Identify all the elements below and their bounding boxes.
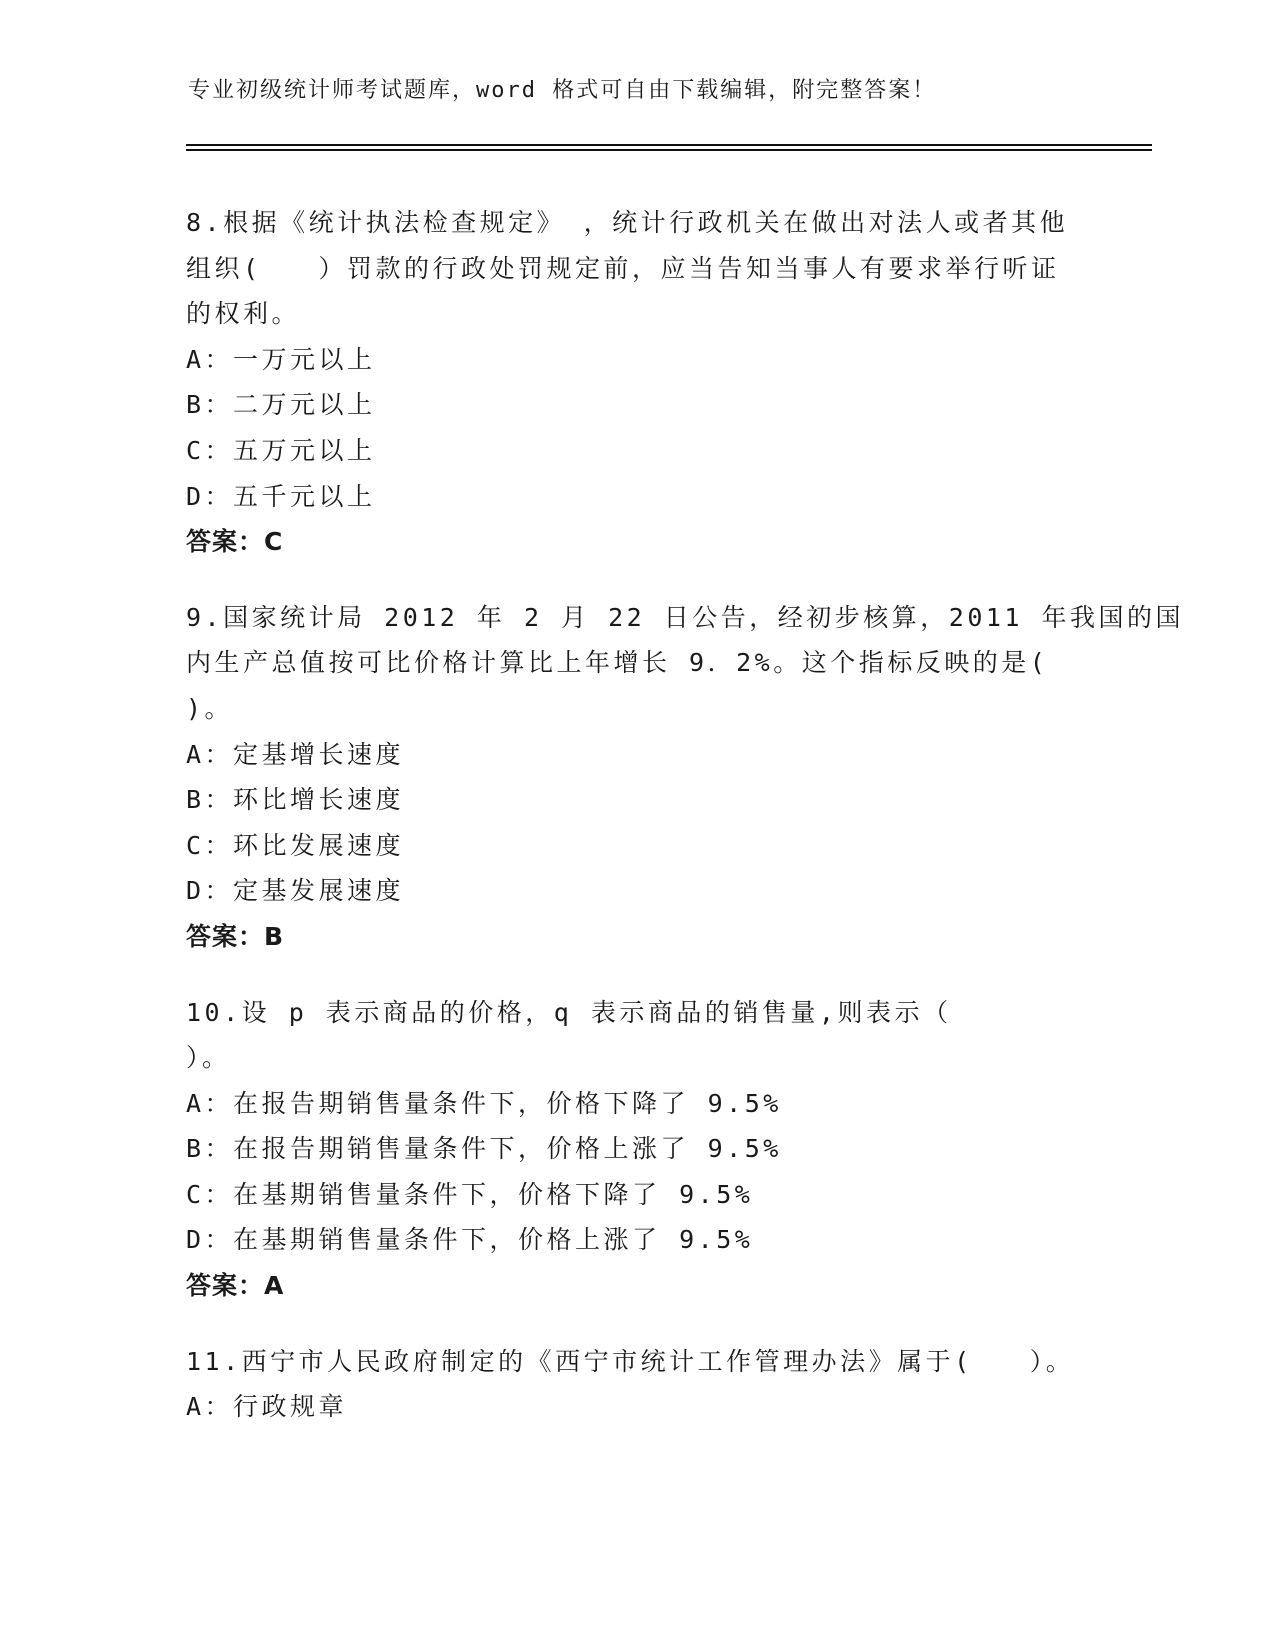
question-stem-line: 的权利。 xyxy=(186,299,301,329)
option-b: B：二万元以上 xyxy=(186,390,376,420)
question-8 xyxy=(186,200,1086,565)
page-header: 专业初级统计师考试题库，word 格式可自由下载编辑，附完整答案！ xyxy=(188,78,937,103)
question-10 xyxy=(186,990,1086,1309)
question-stem-line: 10.设 p 表示商品的价格，q 表示商品的销售量,则表示（ xyxy=(186,997,952,1027)
option-d: D：五千元以上 xyxy=(186,481,376,511)
question-stem-line: 9.国家统计局 2012 年 2 月 22 日公告，经初步核算，2011 年我国的国 xyxy=(186,602,1185,632)
option-d: D：定基发展速度 xyxy=(186,876,405,906)
question-stem-line: 内生产总值按可比价格计算比上年增长 9．2%。这个指标反映的是( xyxy=(186,648,1049,678)
question-stem-line: )。 xyxy=(186,693,234,723)
option-a: A：在报告期销售量条件下，价格下降了 9.5% xyxy=(186,1088,782,1118)
question-9 xyxy=(186,595,1185,960)
answer-label: 答案：B xyxy=(186,921,285,951)
option-c: C：五万元以上 xyxy=(186,435,376,465)
question-stem-line: 11.西宁市人民政府制定的《西宁市统计工作管理办法》属于( ）。 xyxy=(186,1346,1075,1376)
question-stem-line: ）。 xyxy=(186,1043,231,1073)
option-d: D：在基期销售量条件下，价格上涨了 9.5% xyxy=(186,1225,754,1255)
option-a: A：行政规章 xyxy=(186,1392,348,1422)
question-stem-line: 组织( ）罚款的行政处罚规定前，应当告知当事人有要求举行听证 xyxy=(186,253,1060,283)
option-a: A：定基增长速度 xyxy=(186,739,405,769)
option-b: B：在报告期销售量条件下，价格上涨了 9.5% xyxy=(186,1134,782,1164)
option-c: C：在基期销售量条件下，价格下降了 9.5% xyxy=(186,1179,754,1209)
option-b: B：环比增长速度 xyxy=(186,785,405,815)
question-list xyxy=(186,200,1185,1460)
question-stem-line: 8.根据《统计执法检查规定》 ，统计行政机关在做出对法人或者其他 xyxy=(186,208,1069,237)
header-double-rule xyxy=(186,144,1152,151)
option-a: A：一万元以上 xyxy=(186,344,376,374)
answer-label: 答案：C xyxy=(186,527,284,557)
question-11 xyxy=(186,1339,1086,1430)
answer-label: 答案：A xyxy=(186,1271,285,1301)
option-c: C：环比发展速度 xyxy=(186,830,405,860)
